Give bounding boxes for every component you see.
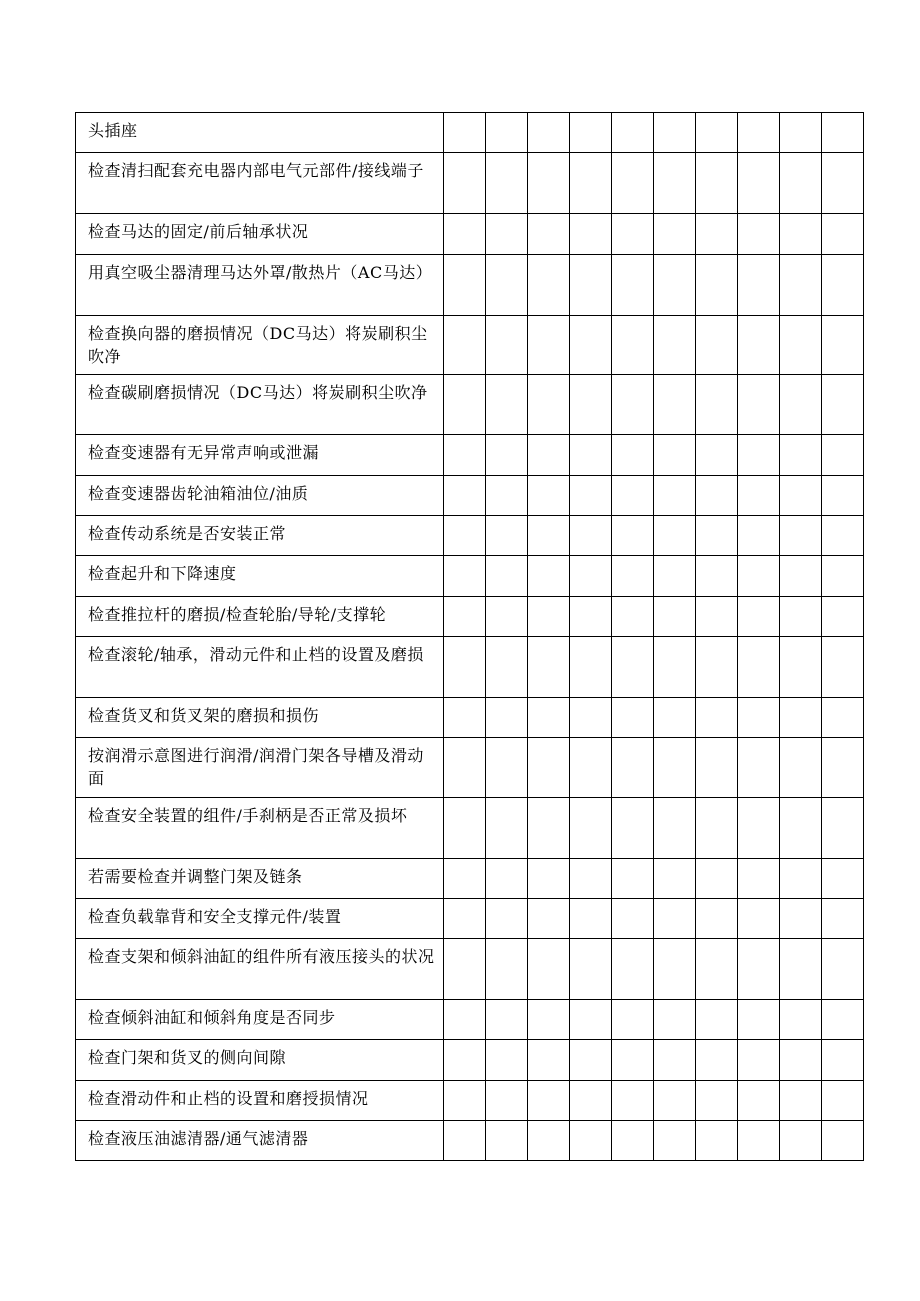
check-cell[interactable] — [528, 476, 570, 516]
check-cell[interactable] — [444, 698, 486, 738]
check-cell[interactable] — [654, 859, 696, 899]
check-cell[interactable] — [822, 255, 864, 316]
check-cell[interactable] — [444, 316, 486, 375]
check-cell[interactable] — [444, 476, 486, 516]
check-cell[interactable] — [612, 255, 654, 316]
check-cell[interactable] — [612, 516, 654, 556]
check-cell[interactable] — [780, 316, 822, 375]
checklist-item-text: 检查支架和倾斜油缸的组件所有液压接头的状况 — [76, 939, 444, 1000]
check-cell[interactable] — [738, 1040, 780, 1081]
check-cell[interactable] — [612, 435, 654, 476]
check-cell[interactable] — [738, 113, 780, 153]
check-cell[interactable] — [570, 476, 612, 516]
table-row — [76, 375, 864, 435]
checklist-body — [76, 113, 864, 1161]
check-cell[interactable] — [780, 153, 822, 214]
check-cell[interactable] — [696, 113, 738, 153]
check-cell[interactable] — [612, 316, 654, 375]
check-cell[interactable] — [738, 255, 780, 316]
check-cell[interactable] — [822, 859, 864, 899]
check-cell[interactable] — [570, 214, 612, 255]
check-cell[interactable] — [780, 637, 822, 698]
check-cell[interactable] — [822, 556, 864, 597]
check-cell[interactable] — [570, 637, 612, 698]
table-row — [76, 255, 864, 316]
check-cell[interactable] — [528, 637, 570, 698]
check-cell[interactable] — [444, 1000, 486, 1040]
check-cell[interactable] — [780, 476, 822, 516]
check-cell[interactable] — [570, 153, 612, 214]
checklist-item-text: 检查倾斜油缸和倾斜角度是否同步 — [76, 1000, 444, 1040]
check-cell[interactable] — [654, 899, 696, 939]
check-cell[interactable] — [696, 637, 738, 698]
check-cell[interactable] — [780, 899, 822, 939]
check-cell[interactable] — [822, 637, 864, 698]
check-cell[interactable] — [654, 153, 696, 214]
checklist-item-text: 检查碳刷磨损情况（DC马达）将炭刷积尘吹净 — [76, 375, 444, 435]
table-row — [76, 1000, 864, 1040]
check-cell[interactable] — [654, 738, 696, 798]
check-cell[interactable] — [486, 859, 528, 899]
check-cell[interactable] — [654, 939, 696, 1000]
check-cell[interactable] — [486, 637, 528, 698]
check-cell[interactable] — [570, 255, 612, 316]
check-cell[interactable] — [780, 214, 822, 255]
check-cell[interactable] — [444, 597, 486, 637]
check-cell[interactable] — [822, 1000, 864, 1040]
check-cell[interactable] — [486, 214, 528, 255]
checklist-item-text: 用真空吸尘器清理马达外罩/散热片（AC马达） — [76, 255, 444, 316]
check-cell[interactable] — [696, 859, 738, 899]
check-cell[interactable] — [444, 214, 486, 255]
check-cell[interactable] — [654, 316, 696, 375]
checklist-item-text: 检查传动系统是否安装正常 — [76, 516, 444, 556]
check-cell[interactable] — [780, 738, 822, 798]
check-cell[interactable] — [738, 859, 780, 899]
table-row — [76, 476, 864, 516]
check-cell[interactable] — [822, 316, 864, 375]
checklist-item-text: 检查滚轮/轴承，滑动元件和止档的设置及磨损 — [76, 637, 444, 698]
check-cell[interactable] — [822, 698, 864, 738]
table-row — [76, 316, 864, 375]
check-cell[interactable] — [486, 476, 528, 516]
check-cell[interactable] — [738, 698, 780, 738]
maintenance-checklist-table — [75, 112, 864, 1161]
check-cell[interactable] — [696, 597, 738, 637]
check-cell[interactable] — [696, 556, 738, 597]
check-cell[interactable] — [486, 698, 528, 738]
check-cell[interactable] — [780, 435, 822, 476]
check-cell[interactable] — [654, 1040, 696, 1081]
check-cell[interactable] — [738, 798, 780, 859]
check-cell[interactable] — [612, 637, 654, 698]
checklist-item-text: 检查滑动件和止档的设置和磨授损情况 — [76, 1081, 444, 1121]
check-cell[interactable] — [654, 798, 696, 859]
check-cell[interactable] — [822, 939, 864, 1000]
check-cell[interactable] — [738, 516, 780, 556]
checklist-item-text: 检查变速器齿轮油箱油位/油质 — [76, 476, 444, 516]
check-cell[interactable] — [486, 375, 528, 435]
check-cell[interactable] — [444, 435, 486, 476]
check-cell[interactable] — [654, 1081, 696, 1121]
check-cell[interactable] — [570, 859, 612, 899]
check-cell[interactable] — [444, 556, 486, 597]
check-cell[interactable] — [822, 375, 864, 435]
check-cell[interactable] — [738, 214, 780, 255]
check-cell[interactable] — [486, 153, 528, 214]
check-cell[interactable] — [570, 1081, 612, 1121]
check-cell[interactable] — [822, 738, 864, 798]
check-cell[interactable] — [486, 516, 528, 556]
check-cell[interactable] — [612, 798, 654, 859]
check-cell[interactable] — [738, 476, 780, 516]
check-cell[interactable] — [612, 153, 654, 214]
check-cell[interactable] — [822, 899, 864, 939]
check-cell[interactable] — [612, 1121, 654, 1161]
check-cell[interactable] — [654, 597, 696, 637]
check-cell[interactable] — [612, 1000, 654, 1040]
check-cell[interactable] — [822, 1081, 864, 1121]
check-cell[interactable] — [570, 698, 612, 738]
check-cell[interactable] — [570, 738, 612, 798]
check-cell[interactable] — [696, 435, 738, 476]
check-cell[interactable] — [444, 738, 486, 798]
check-cell[interactable] — [780, 698, 822, 738]
check-cell[interactable] — [696, 899, 738, 939]
checklist-item-text: 检查安全装置的组件/手刹柄是否正常及损坏 — [76, 798, 444, 859]
table-row — [76, 859, 864, 899]
check-cell[interactable] — [654, 435, 696, 476]
check-cell[interactable] — [696, 1121, 738, 1161]
checklist-item-text: 按润滑示意图进行润滑/润滑门架各导槽及滑动面 — [76, 738, 444, 798]
check-cell[interactable] — [780, 798, 822, 859]
check-cell[interactable] — [486, 316, 528, 375]
check-cell[interactable] — [570, 516, 612, 556]
table-row — [76, 738, 864, 798]
check-cell[interactable] — [780, 556, 822, 597]
checklist-item-text: 检查液压油滤清器/通气滤清器 — [76, 1121, 444, 1161]
check-cell[interactable] — [696, 476, 738, 516]
check-cell[interactable] — [528, 255, 570, 316]
check-cell[interactable] — [612, 1081, 654, 1121]
check-cell[interactable] — [612, 113, 654, 153]
checklist-item-text: 若需要检查并调整门架及链条 — [76, 859, 444, 899]
table-row — [76, 556, 864, 597]
check-cell[interactable] — [528, 516, 570, 556]
check-cell[interactable] — [486, 1040, 528, 1081]
table-row — [76, 516, 864, 556]
check-cell[interactable] — [738, 939, 780, 1000]
check-cell[interactable] — [528, 1000, 570, 1040]
check-cell[interactable] — [528, 698, 570, 738]
check-cell[interactable] — [528, 597, 570, 637]
check-cell[interactable] — [612, 556, 654, 597]
checklist-item-text: 检查货叉和货叉架的磨损和损伤 — [76, 698, 444, 738]
check-cell[interactable] — [738, 899, 780, 939]
table-row — [76, 1040, 864, 1081]
check-cell[interactable] — [486, 1000, 528, 1040]
check-cell[interactable] — [822, 1121, 864, 1161]
check-cell[interactable] — [528, 153, 570, 214]
check-cell[interactable] — [696, 698, 738, 738]
checklist-item-text: 检查推拉杆的磨损/检查轮胎/导轮/支撑轮 — [76, 597, 444, 637]
check-cell[interactable] — [444, 153, 486, 214]
check-cell[interactable] — [486, 1121, 528, 1161]
check-cell[interactable] — [570, 899, 612, 939]
check-cell[interactable] — [570, 435, 612, 476]
check-cell[interactable] — [696, 153, 738, 214]
table-row — [76, 1121, 864, 1161]
check-cell[interactable] — [780, 597, 822, 637]
check-cell[interactable] — [822, 113, 864, 153]
table-row — [76, 597, 864, 637]
check-cell[interactable] — [528, 798, 570, 859]
check-cell[interactable] — [780, 516, 822, 556]
table-row — [76, 113, 864, 153]
checklist-item-text: 检查马达的固定/前后轴承状况 — [76, 214, 444, 255]
check-cell[interactable] — [780, 859, 822, 899]
check-cell[interactable] — [780, 1121, 822, 1161]
check-cell[interactable] — [654, 516, 696, 556]
check-cell[interactable] — [696, 375, 738, 435]
check-cell[interactable] — [696, 214, 738, 255]
check-cell[interactable] — [570, 1121, 612, 1161]
check-cell[interactable] — [444, 255, 486, 316]
check-cell[interactable] — [528, 738, 570, 798]
check-cell[interactable] — [738, 738, 780, 798]
check-cell[interactable] — [654, 1121, 696, 1161]
checklist-item-text: 头插座 — [76, 113, 444, 153]
check-cell[interactable] — [696, 798, 738, 859]
check-cell[interactable] — [654, 698, 696, 738]
check-cell[interactable] — [612, 214, 654, 255]
check-cell[interactable] — [780, 113, 822, 153]
check-cell[interactable] — [822, 798, 864, 859]
check-cell[interactable] — [486, 899, 528, 939]
check-cell[interactable] — [612, 597, 654, 637]
check-cell[interactable] — [528, 939, 570, 1000]
check-cell[interactable] — [528, 556, 570, 597]
check-cell[interactable] — [570, 597, 612, 637]
check-cell[interactable] — [486, 738, 528, 798]
check-cell[interactable] — [780, 1081, 822, 1121]
check-cell[interactable] — [612, 698, 654, 738]
check-cell[interactable] — [528, 214, 570, 255]
check-cell[interactable] — [486, 113, 528, 153]
check-cell[interactable] — [780, 255, 822, 316]
check-cell[interactable] — [696, 255, 738, 316]
check-cell[interactable] — [696, 939, 738, 1000]
check-cell[interactable] — [612, 1040, 654, 1081]
table-row — [76, 899, 864, 939]
check-cell[interactable] — [612, 476, 654, 516]
check-cell[interactable] — [696, 516, 738, 556]
checklist-item-text: 检查负载靠背和安全支撑元件/装置 — [76, 899, 444, 939]
check-cell[interactable] — [738, 556, 780, 597]
check-cell[interactable] — [528, 375, 570, 435]
check-cell[interactable] — [444, 798, 486, 859]
check-cell[interactable] — [738, 1121, 780, 1161]
check-cell[interactable] — [528, 1121, 570, 1161]
check-cell[interactable] — [570, 375, 612, 435]
check-cell[interactable] — [486, 798, 528, 859]
check-cell[interactable] — [444, 939, 486, 1000]
check-cell[interactable] — [444, 113, 486, 153]
check-cell[interactable] — [486, 255, 528, 316]
check-cell[interactable] — [612, 738, 654, 798]
table-row — [76, 637, 864, 698]
check-cell[interactable] — [612, 939, 654, 1000]
check-cell[interactable] — [780, 1000, 822, 1040]
check-cell[interactable] — [570, 556, 612, 597]
check-cell[interactable] — [444, 859, 486, 899]
check-cell[interactable] — [780, 939, 822, 1000]
check-cell[interactable] — [822, 516, 864, 556]
check-cell[interactable] — [738, 316, 780, 375]
checklist-item-text: 检查门架和货叉的侧向间隙 — [76, 1040, 444, 1081]
checklist-item-text: 检查起升和下降速度 — [76, 556, 444, 597]
table-row — [76, 939, 864, 1000]
check-cell[interactable] — [696, 1081, 738, 1121]
check-cell[interactable] — [444, 899, 486, 939]
table-row — [76, 798, 864, 859]
check-cell[interactable] — [570, 113, 612, 153]
check-cell[interactable] — [570, 798, 612, 859]
check-cell[interactable] — [654, 476, 696, 516]
check-cell[interactable] — [738, 597, 780, 637]
checklist-item-text: 检查换向器的磨损情况（DC马达）将炭刷积尘吹净 — [76, 316, 444, 375]
check-cell[interactable] — [654, 113, 696, 153]
check-cell[interactable] — [654, 556, 696, 597]
check-cell[interactable] — [612, 859, 654, 899]
check-cell[interactable] — [528, 899, 570, 939]
check-cell[interactable] — [780, 1040, 822, 1081]
checklist-item-text: 检查清扫配套充电器内部电气元部件/接线端子 — [76, 153, 444, 214]
check-cell[interactable] — [738, 1081, 780, 1121]
check-cell[interactable] — [822, 476, 864, 516]
check-cell[interactable] — [528, 113, 570, 153]
table-row — [76, 153, 864, 214]
check-cell[interactable] — [486, 556, 528, 597]
check-cell[interactable] — [738, 375, 780, 435]
check-cell[interactable] — [696, 316, 738, 375]
check-cell[interactable] — [654, 375, 696, 435]
check-cell[interactable] — [822, 435, 864, 476]
check-cell[interactable] — [444, 1081, 486, 1121]
check-cell[interactable] — [822, 153, 864, 214]
check-cell[interactable] — [528, 1040, 570, 1081]
check-cell[interactable] — [654, 1000, 696, 1040]
check-cell[interactable] — [738, 435, 780, 476]
check-cell[interactable] — [612, 899, 654, 939]
check-cell[interactable] — [570, 1000, 612, 1040]
check-cell[interactable] — [444, 1121, 486, 1161]
check-cell[interactable] — [780, 375, 822, 435]
check-cell[interactable] — [444, 637, 486, 698]
check-cell[interactable] — [738, 153, 780, 214]
table-row — [76, 214, 864, 255]
check-cell[interactable] — [738, 637, 780, 698]
check-cell[interactable] — [696, 1000, 738, 1040]
check-cell[interactable] — [696, 738, 738, 798]
check-cell[interactable] — [654, 255, 696, 316]
check-cell[interactable] — [444, 1040, 486, 1081]
checklist-item-text: 检查变速器有无异常声响或泄漏 — [76, 435, 444, 476]
check-cell[interactable] — [486, 939, 528, 1000]
check-cell[interactable] — [612, 375, 654, 435]
check-cell[interactable] — [822, 214, 864, 255]
check-cell[interactable] — [654, 637, 696, 698]
check-cell[interactable] — [486, 597, 528, 637]
check-cell[interactable] — [822, 597, 864, 637]
check-cell[interactable] — [486, 1081, 528, 1121]
check-cell[interactable] — [570, 1040, 612, 1081]
table-row — [76, 1081, 864, 1121]
check-cell[interactable] — [528, 1081, 570, 1121]
check-cell[interactable] — [444, 516, 486, 556]
check-cell[interactable] — [528, 435, 570, 476]
check-cell[interactable] — [570, 939, 612, 1000]
check-cell[interactable] — [570, 316, 612, 375]
check-cell[interactable] — [822, 1040, 864, 1081]
table-row — [76, 698, 864, 738]
check-cell[interactable] — [444, 375, 486, 435]
table-row — [76, 435, 864, 476]
check-cell[interactable] — [738, 1000, 780, 1040]
check-cell[interactable] — [528, 316, 570, 375]
check-cell[interactable] — [528, 859, 570, 899]
check-cell[interactable] — [486, 435, 528, 476]
check-cell[interactable] — [654, 214, 696, 255]
check-cell[interactable] — [696, 1040, 738, 1081]
